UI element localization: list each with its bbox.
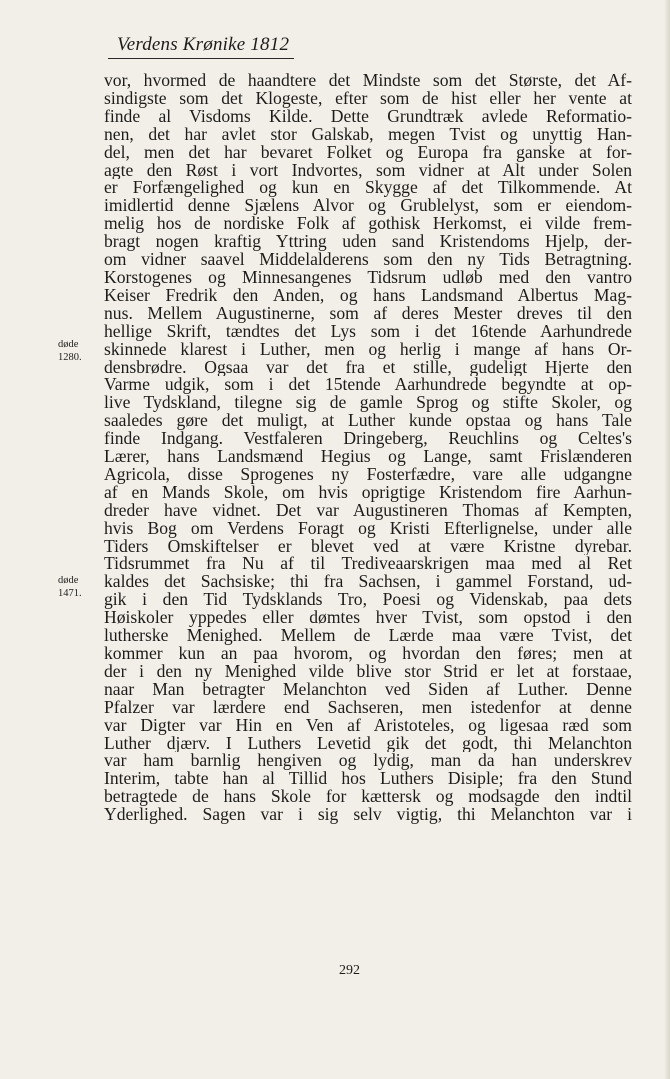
body-text bbox=[104, 72, 632, 824]
text-line: Lærer, hans Landsmænd Hegius og Lange, samt Frislænderen bbox=[104, 448, 632, 466]
header-rule bbox=[108, 58, 294, 59]
text-line: finde al Visdoms Kilde. Dette Grundtræk avlede Reformatio- bbox=[104, 107, 632, 126]
text-line: kaldes det Sachsiske; thi fra Sachsen, i gammel Forstand, ud- bbox=[104, 573, 632, 592]
text-line: dreder have vidnet. Det var Augustineren Thomas af Kempten, bbox=[104, 501, 632, 520]
text-line: saaledes gøre det muligt, at Luther kunde opstaa og hans Tale bbox=[104, 412, 632, 431]
text-line: af en Mands Skole, om hvis oprigtige Kristendom fire Aarhun- bbox=[104, 483, 632, 502]
text-line: sindigste som det Klogeste, efter som de hist eller her vente at bbox=[104, 89, 632, 108]
text-line: Tiders Omskiftelser er blevet ved at være Kristne dyrebar. bbox=[104, 537, 632, 556]
text-line: Pfalzer var lærdere end Sachseren, men istedenfor at denne bbox=[104, 698, 632, 717]
text-line: Høiskoler yppedes eller dømtes hver Tvist, som opstod i den bbox=[104, 609, 632, 628]
text-line: bragt nogen kraftig Yttring uden sand Kristendoms Hjelp, der- bbox=[104, 233, 632, 252]
text-line: Luther djærv. I Luthers Levetid gik det godt, thi Melanchton bbox=[104, 734, 632, 753]
text-line: nen, det har avlet stor Galskab, megen Tvist og unyttig Han- bbox=[104, 125, 632, 144]
text-line: imidlertid denne Sjælens Alvor og Grublelyst, som er eiendom- bbox=[104, 197, 632, 216]
text-line: Interim, tabte han al Tillid hos Luthers Disiple; fra den Stund bbox=[104, 770, 632, 789]
margin-note-label: døde bbox=[58, 339, 79, 350]
margin-note-year: 1280. bbox=[58, 352, 82, 363]
text-line: melig hos de nordiske Folk af gothisk Herkomst, ei vilde frem- bbox=[104, 215, 632, 234]
text-line: betragtede de hans Skole for kættersk og modsagde den indtil bbox=[104, 788, 632, 807]
text-line: live Tydskland, tilegne sig de gamle Sprog og stifte Skoler, og bbox=[104, 394, 632, 413]
margin-note-1280 bbox=[58, 338, 100, 364]
text-line: nus. Mellem Augustinerne, som af deres Mester dreves til den bbox=[104, 304, 632, 323]
text-line: kommer kun an paa hvorom, og hvordan den føres; men at bbox=[104, 645, 632, 663]
text-line: hellige Skrift, tændtes det Lys som i det 16tende Aarhundrede bbox=[104, 322, 632, 341]
text-line: om vidner saavel Middelalderens som den ny Tids Betragtning. bbox=[104, 251, 632, 269]
text-line: densbrødre. Ogsaa var det fra et stille, gudeligt Hjerte den bbox=[104, 358, 632, 377]
text-line: er Forfængelighed og kun en Skygge af det Tilkommende. At bbox=[104, 179, 632, 198]
text-line: der i den ny Menighed vilde blive stor Strid er let at forstaae, bbox=[104, 662, 632, 681]
text-line: var Digter var Hin en Ven af Aristoteles, og ligesaa ræd som bbox=[104, 716, 632, 735]
text-line: vor, hvormed de haandtere det Mindste som det Største, det Af- bbox=[104, 72, 632, 90]
text-line: Korstogenes og Minnesangenes Tidsrum udløb med den vantro bbox=[104, 268, 632, 287]
text-line: Varme udgik, som i det 15tende Aarhundrede begyndte at op- bbox=[104, 376, 632, 395]
margin-note-1471 bbox=[58, 574, 100, 600]
margin-note-label: døde bbox=[58, 575, 79, 586]
text-line: skinnede klarest i Luther, men og herlig i mange af hans Or- bbox=[104, 340, 632, 359]
text-line: Agricola, disse Sprogenes ny Fosterfædre, vare alle udgangne bbox=[104, 465, 632, 484]
text-line: agte den Røst i vort Indvortes, som vidner at Alt under Solen bbox=[104, 161, 632, 180]
text-line: Tidsrummet fra Nu af til Trediveaarskrigen maa med al Ret bbox=[104, 555, 632, 574]
margin-note-year: 1471. bbox=[58, 588, 82, 599]
text-line: var ham barnlig hengiven og lydig, man da han underskrev bbox=[104, 752, 632, 771]
text-line: Yderlighed. Sagen var i sig selv vigtig, thi Melanchton var i bbox=[104, 806, 632, 825]
text-line: gik i den Tid Tydsklands Tro, Poesi og Videnskab, paa dets bbox=[104, 591, 632, 610]
text-line: naar Man betragter Melanchton ved Siden af Luther. Denne bbox=[104, 680, 632, 699]
text-line: finde Indgang. Vestfaleren Dringeberg, Reuchlins og Celtes's bbox=[104, 430, 632, 449]
text-line: del, men det har bevaret Folket og Europa fra ganske at for- bbox=[104, 143, 632, 162]
page-edge bbox=[664, 0, 670, 1079]
text-line: lutherske Menighed. Mellem de Lærde maa være Tvist, det bbox=[104, 627, 632, 645]
running-header: Verdens Krønike 1812 bbox=[117, 34, 290, 55]
page-number: 292 bbox=[339, 963, 360, 978]
text-line: Keiser Fredrik den Anden, og hans Landsmand Albertus Mag- bbox=[104, 286, 632, 305]
text-line: hvis Bog om Verdens Foragt og Kristi Efterlignelse, under alle bbox=[104, 519, 632, 538]
